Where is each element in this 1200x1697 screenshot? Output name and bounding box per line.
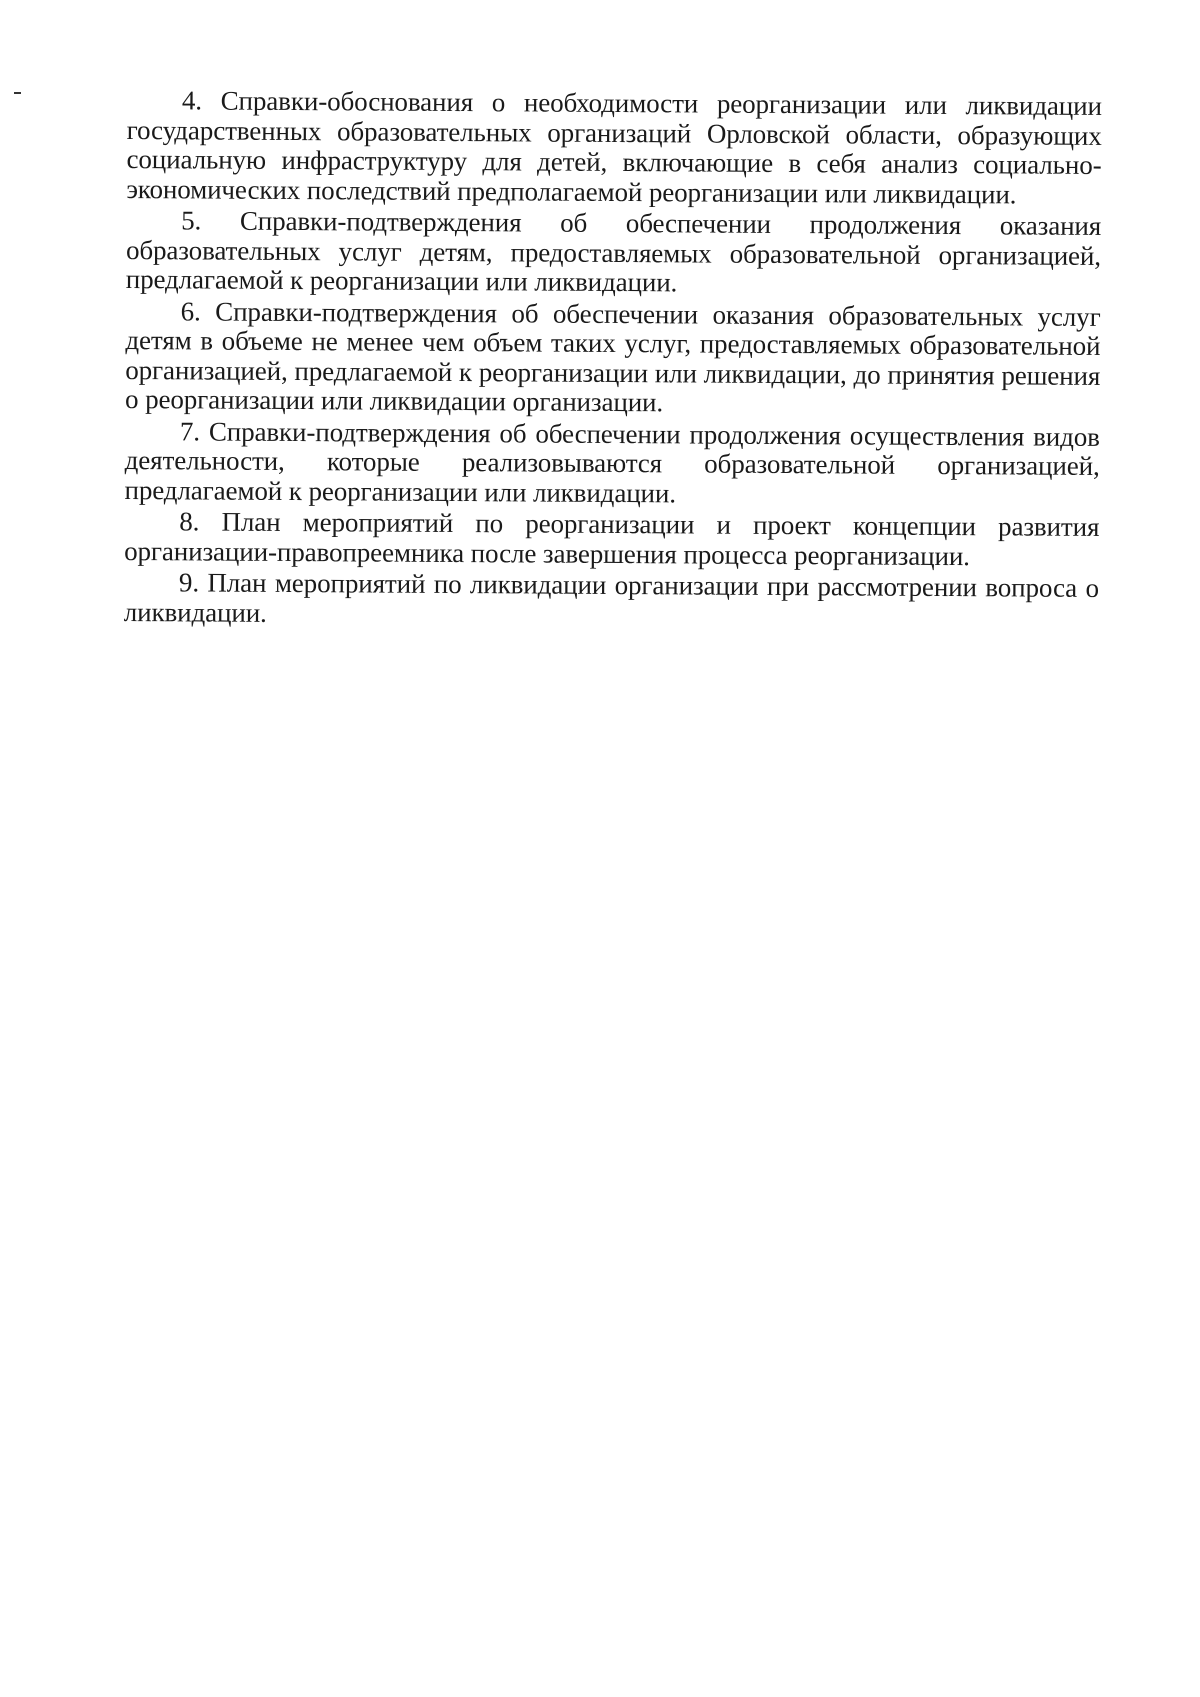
list-item-8: 8. План мероприятий по реорганизации и проект концепции развития организации-правопреемника после завершения процесса реорганизации. [124,506,1100,571]
list-item-5: 5. Справки-подтверждения об обеспечении продолжения оказания образовательных услуг детям, предоставляемых образовательной организацией, предлагаемой к реорганизации или ликвидации. [125,205,1102,298]
scan-edge-mark [14,92,21,94]
list-item-9: 9. План мероприятий по ликвидации организации при рассмотрении вопроса о ликвидации. [123,567,1100,628]
list-item-7: 7. Справки-подтверждения об обеспечении продолжения осуществления видов деятельности, которые реализовываются образовательной организацией, предлагаемой к реорганизации или ликвидации. [124,415,1100,508]
list-item-4: 4. Справки-обоснования о необходимости реорганизации или ликвидации государственных образовательных организаций Орловской области, образующих социальную инфраструктуру для детей, включающие в себя анализ социально-экономических последствий предполагаемой реорганизации или ликвидации. [126,85,1102,209]
list-item-6: 6. Справки-подтверждения об обеспечении оказания образовательных услуг детям в объеме не менее чем объем таких услуг, предоставляемых образовательной организацией, предлагаемой к реорганизации или ликвидации, до принятия решения о реорганизации или ликвидации организации. [124,295,1101,418]
document-body [124,86,1102,635]
